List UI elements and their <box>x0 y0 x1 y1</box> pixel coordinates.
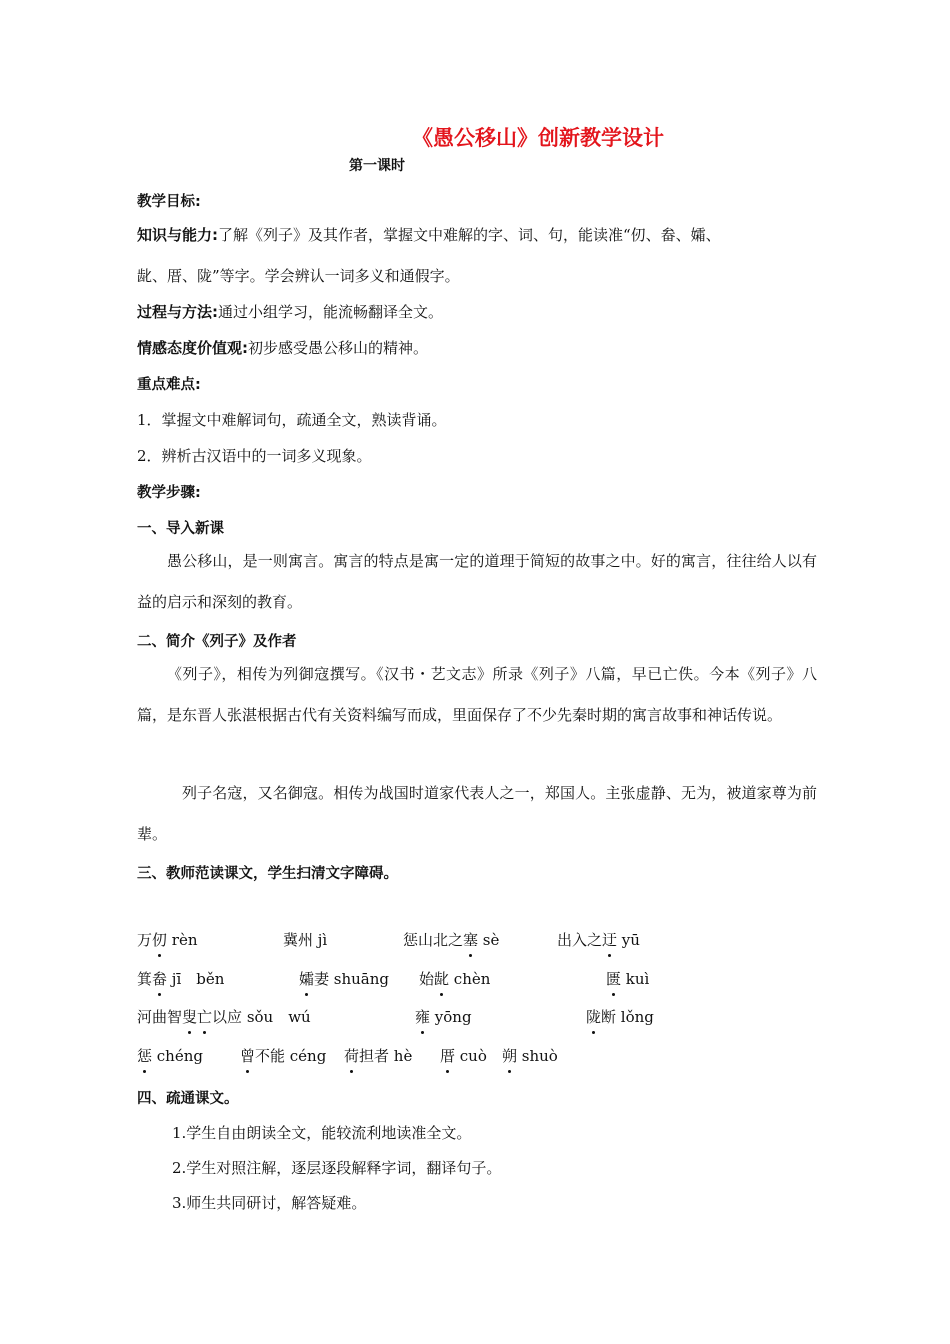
vocab-dotted-char: 仞 <box>152 931 168 949</box>
vocab-dotted-char: 曾 <box>240 1047 256 1065</box>
vocab-text: 万 <box>137 931 153 949</box>
emotion-text: 初步感受愚公移山的精神。 <box>248 339 429 357</box>
knowledge-line-1 <box>137 224 721 245</box>
vocab-item <box>137 929 198 950</box>
vocab-pinyin: cuò <box>455 1047 487 1065</box>
vocab-text: 出入之 <box>557 931 603 949</box>
vocab-pinyin: 担者 hè <box>359 1047 413 1065</box>
vocab-pinyin: 断 lǒng <box>601 1008 654 1026</box>
vocab-dotted-char: 龀 <box>434 970 450 988</box>
knowledge-label: 知识与能力: <box>137 226 218 244</box>
vocab-text: 箕 <box>137 970 153 988</box>
vocab-item <box>586 1006 654 1027</box>
vocab-item <box>415 1006 472 1027</box>
step-1-heading: 一、导入新课 <box>137 521 224 537</box>
vocab-text: 河曲智 <box>137 1008 183 1026</box>
vocab-item <box>502 1045 558 1066</box>
vocab-pinyin: yōng <box>430 1008 472 1026</box>
vocab-pinyin: 以应 sǒu wú <box>212 1008 311 1026</box>
vocab-item <box>440 1045 487 1066</box>
vocab-dotted-char: 亡 <box>197 1008 213 1026</box>
step-4-heading: 四、疏通课文。 <box>137 1091 239 1107</box>
key-points-heading: 重点难点: <box>137 377 201 393</box>
vocab-item <box>137 968 224 989</box>
vocab-pinyin: 妻 shuāng <box>314 970 390 988</box>
vocab-pinyin: shuò <box>517 1047 558 1065</box>
vocab-pinyin: jì <box>317 931 328 949</box>
vocab-item <box>606 968 649 989</box>
vocab-item <box>137 1006 311 1027</box>
vocab-text: 冀州 <box>283 931 318 949</box>
vocab-dotted-char: 畚 <box>152 970 168 988</box>
step-1-paragraph: 愚公移山，是一则寓言。寓言的特点是寓一定的道理于简短的故事之中。好的寓言，往往给人以有益的启示和深刻的教育。 <box>137 552 817 611</box>
vocab-pinyin: chèn <box>449 970 491 988</box>
vocab-dotted-char: 孀 <box>299 970 315 988</box>
vocab-pinyin: 不能 céng <box>255 1047 327 1065</box>
vocab-dotted-char: 匮 <box>606 970 622 988</box>
vocab-pinyin: yū <box>617 931 640 949</box>
vocab-item <box>240 1045 326 1066</box>
vocab-dotted-char: 朔 <box>502 1047 518 1065</box>
vocab-text: 惩山北之 <box>403 931 464 949</box>
steps-heading: 教学步骤: <box>137 485 201 501</box>
vocab-item <box>344 1045 412 1066</box>
vocab-pinyin: sè <box>478 931 500 949</box>
vocab-item <box>557 929 640 950</box>
emotion-label: 情感态度价值观: <box>137 339 248 357</box>
vocab-dotted-char: 塞 <box>463 931 479 949</box>
vocab-pinyin: rèn <box>167 931 198 949</box>
knowledge-text-1: 了解《列子》及其作者，掌握文中难解的字、词、句，能读准“仞、畚、孀、 <box>218 226 721 244</box>
process-line <box>137 301 443 322</box>
step-3-heading: 三、教师范读课文，学生扫清文字障碍。 <box>137 866 398 882</box>
vocab-item <box>137 1045 203 1066</box>
vocab-dotted-char: 厝 <box>440 1047 456 1065</box>
vocab-pinyin: jī běn <box>167 970 225 988</box>
vocab-pinyin: kuì <box>621 970 650 988</box>
step-2-heading: 二、简介《列子》及作者 <box>137 634 297 650</box>
step-4-item-2: 2.学生对照注解，逐层逐段解释字词，翻译句子。 <box>172 1159 502 1177</box>
vocab-pinyin: chéng <box>152 1047 203 1065</box>
vocab-item <box>403 929 499 950</box>
process-label: 过程与方法: <box>137 303 218 321</box>
knowledge-line-2: 龀、厝、陇”等字。学会辨认一词多义和通假字。 <box>137 267 460 285</box>
vocab-dotted-char: 惩 <box>137 1047 153 1065</box>
vocab-item <box>283 929 327 950</box>
vocab-item <box>419 968 490 989</box>
key-point-2: 2．辨析古汉语中的一词多义现象。 <box>137 447 372 465</box>
vocab-item <box>299 968 389 989</box>
step-4-item-1: 1.学生自由朗读全文，能较流利地读准全文。 <box>172 1124 472 1142</box>
vocab-dotted-char: 荷 <box>344 1047 360 1065</box>
document-title: 《愚公移山》创新教学设计 <box>412 126 664 150</box>
step-2-paragraph-1: 《列子》，相传为列御寇撰写。《汉书・艺文志》所录《列子》八篇，早已亡佚。今本《列子》八篇，是东晋人张湛根据古代有关资料编写而成，里面保存了不少先秦时期的寓言故事和神话传说。 <box>137 665 817 724</box>
vocab-dotted-char: 迂 <box>602 931 618 949</box>
objectives-heading: 教学目标: <box>137 194 201 210</box>
lesson-subtitle: 第一课时 <box>349 158 405 174</box>
emotion-line <box>137 337 428 358</box>
vocab-dotted-char: 叟 <box>182 1008 198 1026</box>
key-point-1: 1．掌握文中难解词句，疏通全文，熟读背诵。 <box>137 411 447 429</box>
step-2-paragraph-2: 列子名寇，又名御寇。相传为战国时道家代表人之一，郑国人。主张虚静、无为，被道家尊为前辈。 <box>137 784 817 843</box>
vocab-text: 始 <box>419 970 435 988</box>
process-text: 通过小组学习，能流畅翻译全文。 <box>218 303 444 321</box>
step-4-item-3: 3.师生共同研讨，解答疑难。 <box>172 1194 367 1212</box>
vocab-dotted-char: 陇 <box>586 1008 602 1026</box>
vocab-dotted-char: 雍 <box>415 1008 431 1026</box>
